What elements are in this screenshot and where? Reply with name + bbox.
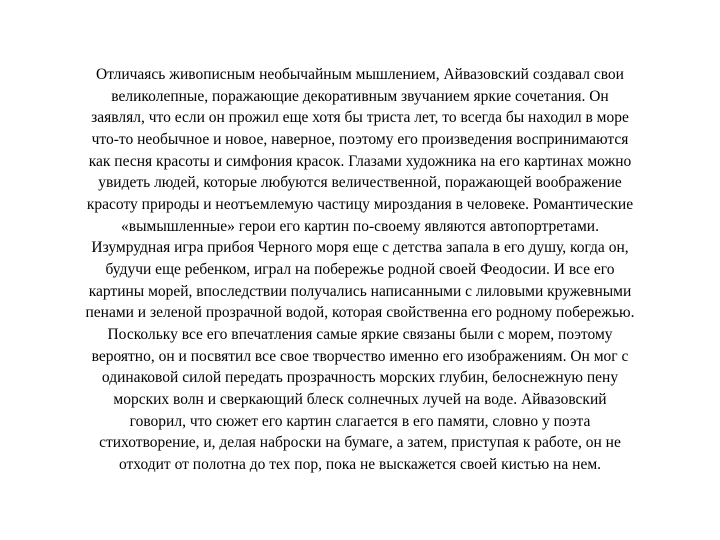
text-line: морских волн и сверкающий блеск солнечных лучей на воде. Айвазовский [113,390,607,408]
text-line: увидеть людей, которые любуются величественной, поражающей воображение [98,174,622,192]
text-line: отходит от полотна до тех пор, пока не выскажется своей кистью на нем. [118,455,602,473]
text-line: красоту природы и неотъемлемую частицу мироздания в человеке. Романтические [86,195,634,213]
text-line: «вымышленные» герои его картин по-своему являются автопортретами. [121,217,599,235]
text-line: будучи еще ребенком, играл на побережье родной своей Феодосии. И все его [105,260,615,278]
text-line: стихотворение, и, делая наброски на бумаге, а затем, приступая к работе, он не [99,434,621,452]
text-line: вероятно, он и посвятил все свое творчество именно его изображениям. Он мог с [91,347,629,365]
body-paragraph [34,64,686,475]
text-line: заявлял, что если он прожил еще хотя бы триста лет, то всегда бы находил в море [91,109,629,127]
text-line: одинаковой силой передать прозрачность морских глубин, белоснежную пену [101,369,619,387]
text-line: Поскольку все его впечатления самые яркие связаны были с морем, поэтому [107,325,613,343]
text-line: пенами и зеленой прозрачной водой, которая свойственна его родному побережью. [85,304,635,322]
text-line: картины морей, впоследствии получались написанными с лиловыми кружевными [88,282,632,300]
text-line: говорил, что сюжет его картин слагается в его памяти, словно у поэта [129,412,591,430]
text-line: Отличаясь живописным необычайным мышлением, Айвазовский создавал свои [96,66,624,83]
text-line: великолепные, поражающие декоративным звучанием яркие сочетания. Он [111,87,609,105]
text-line: Изумрудная игра прибоя Черного моря еще с детства запала в его душу, когда он, [91,239,629,257]
text-line: как песня красоты и симфония красок. Глазами художника на его картинах можно [88,152,632,170]
text-line: что-то необычное и новое, наверное, поэтому его произведения воспринимаются [91,130,629,148]
